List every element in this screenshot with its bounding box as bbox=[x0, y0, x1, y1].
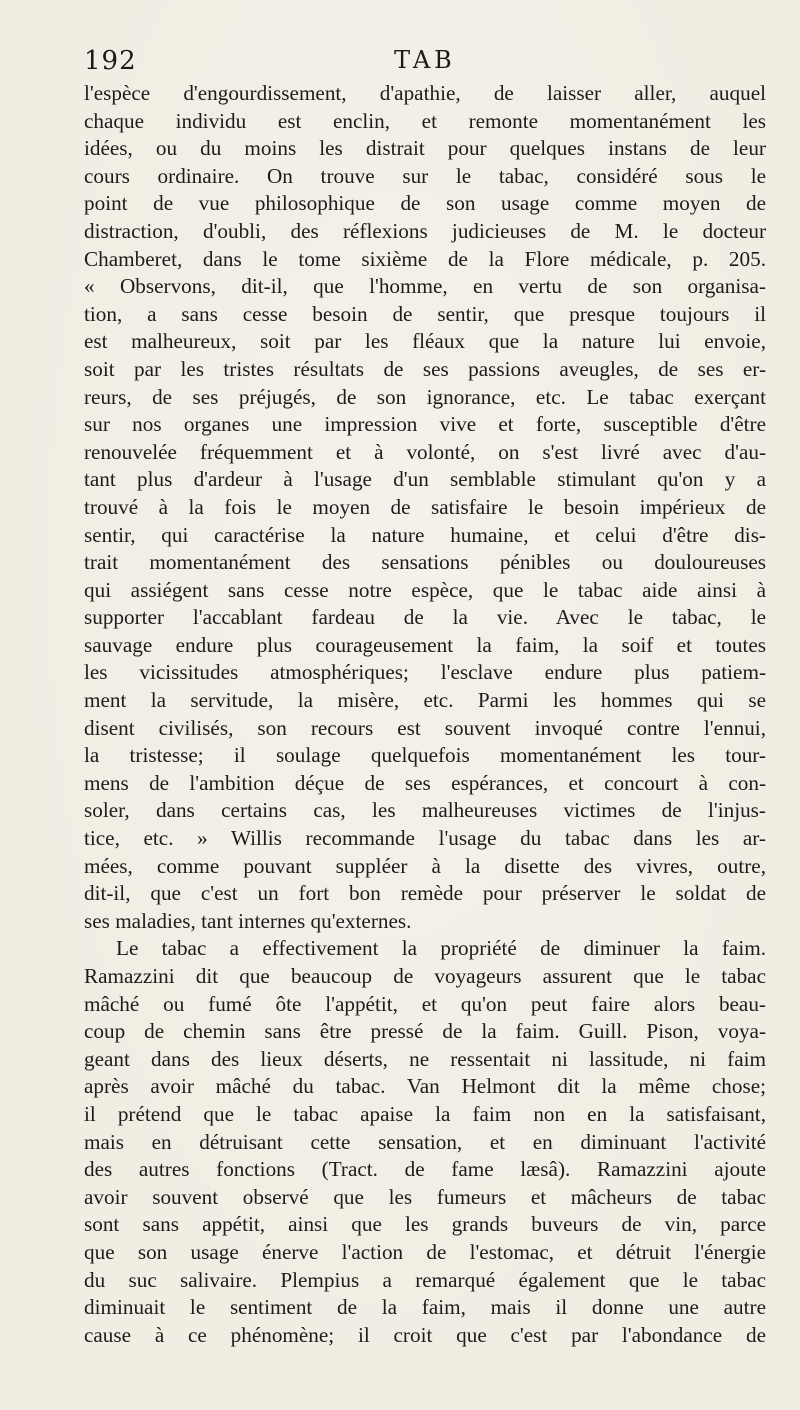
text-line: ses maladies, tant internes qu'externes. bbox=[84, 908, 412, 933]
text-line: cours ordinaire. On trouve sur le tabac, considéré sous le bbox=[84, 163, 766, 188]
running-title: TAB bbox=[394, 46, 456, 74]
text-line: est malheureux, soit par les fléaux que la nature lui envoie, bbox=[84, 329, 766, 354]
text-line: mens de l'ambition déçue de ses espérances, et concourt à con- bbox=[84, 770, 766, 795]
text-line: dit-il, que c'est un fort bon remède pour préserver le soldat de bbox=[84, 881, 766, 906]
text-line: mâché ou fumé ôte l'appétit, et qu'on peut faire alors beau- bbox=[84, 991, 766, 1016]
running-head bbox=[84, 46, 766, 82]
text-line: soler, dans certains cas, les malheureuses victimes de l'injus- bbox=[84, 798, 766, 823]
text-line: supporter l'accablant fardeau de la vie. Avec le tabac, le bbox=[84, 605, 766, 630]
text-line: coup de chemin sans être pressé de la faim. Guill. Pison, voya- bbox=[84, 1019, 766, 1044]
text-line: l'espèce d'engourdissement, d'apathie, de laisser aller, auquel bbox=[84, 81, 766, 105]
text-line: geant dans des lieux déserts, ne ressentait ni lassitude, ni faim bbox=[84, 1046, 766, 1071]
text-line: trait momentanément des sensations pénibles ou douloureuses bbox=[84, 550, 766, 575]
text-line: sur nos organes une impression vive et forte, susceptible d'être bbox=[84, 412, 766, 437]
text-line: mais en détruisant cette sensation, et en diminuant l'activité bbox=[84, 1129, 766, 1154]
text-line: tion, a sans cesse besoin de sentir, que presque toujours il bbox=[84, 301, 766, 326]
text-line: Ramazzini dit que beaucoup de voyageurs assurent que le tabac bbox=[84, 964, 766, 988]
text-line: mées, comme pouvant suppléer à la disette des vivres, outre, bbox=[84, 853, 766, 878]
text-line: il prétend que le tabac apaise la faim non en la satisfaisant, bbox=[84, 1101, 766, 1126]
text-line: tant plus d'ardeur à l'usage d'un semblable stimulant qu'on y a bbox=[84, 467, 766, 492]
paragraph-start-line: Le tabac a effectivement la propriété de diminuer la faim. bbox=[116, 936, 766, 961]
text-line: sauvage endure plus courageusement la faim, la soif et toutes bbox=[84, 632, 766, 657]
text-line: point de vue philosophique de son usage comme moyen de bbox=[84, 191, 766, 216]
text-line: trouvé à la fois le moyen de satisfaire le besoin impérieux de bbox=[84, 494, 766, 519]
text-line: du suc salivaire. Plempius a remarqué également que le tabac bbox=[84, 1267, 766, 1292]
text-line: sentir, qui caractérise la nature humaine, et celui d'être dis- bbox=[84, 522, 766, 547]
text-line: que son usage énerve l'action de l'estomac, et détruit l'énergie bbox=[84, 1239, 766, 1264]
text-line: des autres fonctions (Tract. de fame læsâ). Ramazzini ajoute bbox=[84, 1157, 766, 1182]
text-line: qui assiégent sans cesse notre espèce, que le tabac aide ainsi à bbox=[84, 577, 766, 602]
text-line: soit par les tristes résultats de ses passions aveugles, de ses er- bbox=[84, 356, 766, 381]
text-line: la tristesse; il soulage quelquefois momentanément les tour- bbox=[84, 743, 766, 768]
text-line: avoir souvent observé que les fumeurs et mâcheurs de tabac bbox=[84, 1184, 766, 1209]
text-line: sont sans appétit, ainsi que les grands buveurs de vin, parce bbox=[84, 1212, 766, 1237]
text-line: cause à ce phénomène; il croit que c'est par l'abondance de bbox=[84, 1322, 766, 1347]
text-line: ment la servitude, la misère, etc. Parmi les hommes qui se bbox=[84, 688, 766, 713]
text-line: reurs, de ses préjugés, de son ignorance, etc. Le tabac exerçant bbox=[84, 384, 766, 409]
text-line: idées, ou du moins les distrait pour quelques instans de leur bbox=[84, 136, 766, 161]
text-line: distraction, d'oubli, des réflexions judicieuses de M. le docteur bbox=[84, 218, 766, 243]
text-line: renouvelée fréquemment et à volonté, on s'est livré avec d'au- bbox=[84, 439, 766, 464]
text-line: tice, etc. » Willis recommande l'usage du tabac dans les ar- bbox=[84, 826, 766, 851]
page-number: 192 bbox=[84, 46, 137, 76]
text-line: disent civilisés, son recours est souvent invoqué contre l'ennui, bbox=[84, 715, 766, 740]
text-line: diminuait le sentiment de la faim, mais il donne une autre bbox=[84, 1295, 766, 1320]
text-line: chaque individu est enclin, et remonte momentanément les bbox=[84, 108, 766, 133]
text-line: après avoir mâché du tabac. Van Helmont dit la même chose; bbox=[84, 1074, 766, 1099]
text-line: « Observons, dit-il, que l'homme, en vertu de son organisa- bbox=[84, 274, 766, 299]
body-text bbox=[84, 80, 766, 1349]
text-line: Chamberet, dans le tome sixième de la Flore médicale, p. 205. bbox=[84, 246, 766, 271]
text-line: les vicissitudes atmosphériques; l'esclave endure plus patiem- bbox=[84, 660, 766, 685]
